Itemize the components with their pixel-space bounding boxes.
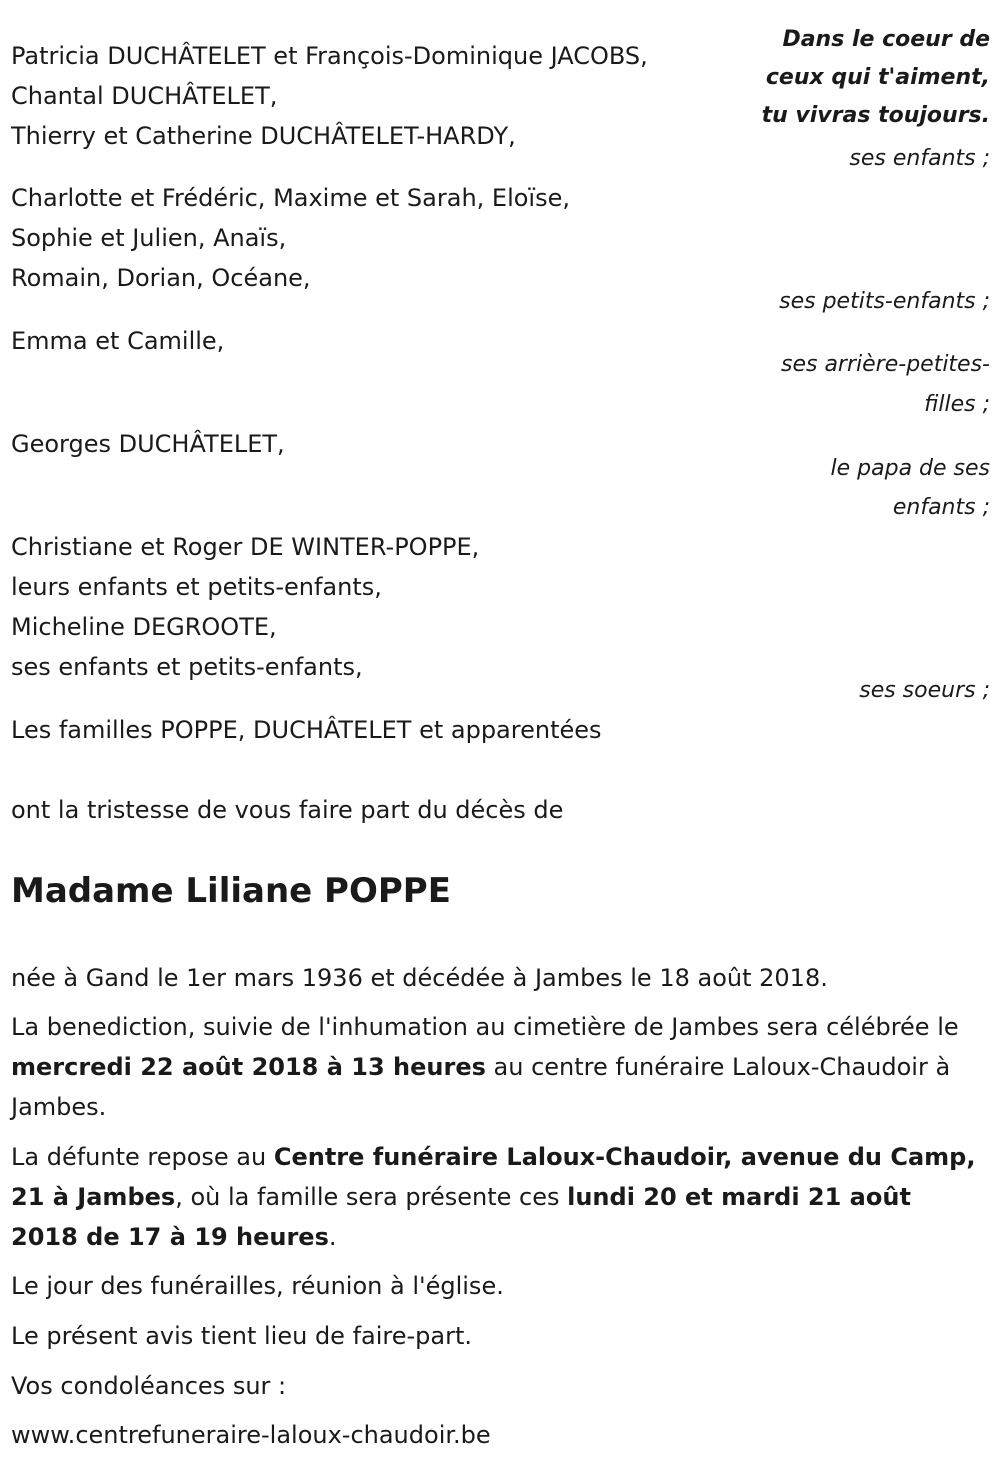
birth-death-text: née à Gand le 1er mars 1936 et décédée à Jambes le 18 août 2018. bbox=[11, 964, 828, 992]
grandchildren-name-1: Charlotte et Frédéric, Maxime et Sarah, Eloïse, bbox=[11, 184, 570, 212]
rest-location: Centre funéraire Laloux-Chaudoir, avenue du Camp, 21 à Jambes bbox=[11, 1143, 976, 1211]
great-grandchildren-role-1: ses arrière-petites- bbox=[781, 352, 990, 377]
gathering-text: Le jour des funérailles, réunion à l'église. bbox=[11, 1272, 504, 1300]
ceremony-datetime: mercredi 22 août 2018 à 13 heures bbox=[11, 1053, 486, 1081]
great-grandchildren-name: Emma et Camille, bbox=[11, 327, 225, 355]
father-name: Georges DUCHÂTELET, bbox=[11, 430, 285, 458]
grandchildren-name-3: Romain, Dorian, Océane, bbox=[11, 264, 311, 292]
children-role: ses enfants ; bbox=[849, 146, 990, 171]
quote-line-2: ceux qui t'aiment, bbox=[765, 65, 990, 90]
ceremony-text-2: au centre funéraire Laloux-Chaudoir à Jambes. bbox=[11, 1053, 951, 1121]
sisters-role: ses soeurs ; bbox=[859, 678, 990, 703]
rest-text-3: . bbox=[328, 1223, 337, 1251]
rest-paragraph bbox=[11, 1137, 981, 1257]
quote-line-3: tu vivras toujours. bbox=[761, 103, 990, 128]
grandchildren-name-2: Sophie et Julien, Anaïs, bbox=[11, 224, 287, 252]
children-name-2: Chantal DUCHÂTELET, bbox=[11, 82, 278, 110]
quote-line-1: Dans le coeur de bbox=[782, 27, 990, 52]
rest-text-2: , où la famille sera présente ces bbox=[175, 1183, 568, 1211]
announcement-text: ont la tristesse de vous faire part du décès de bbox=[11, 796, 564, 824]
rest-visiting-hours: lundi 20 et mardi 21 août 2018 de 17 à 19 heures bbox=[11, 1183, 911, 1251]
condolences-label: Vos condoléances sur : bbox=[11, 1372, 287, 1400]
sisters-name-2: leurs enfants et petits-enfants, bbox=[11, 573, 382, 601]
sisters-name-1: Christiane et Roger DE WINTER-POPPE, bbox=[11, 533, 480, 561]
father-role-1: le papa de ses bbox=[830, 456, 990, 481]
ceremony-text-1: La benediction, suivie de l'inhumation au cimetière de Jambes sera célébrée le bbox=[11, 1013, 959, 1041]
children-name-3: Thierry et Catherine DUCHÂTELET-HARDY, bbox=[11, 122, 516, 150]
rest-text-1: La défunte repose au bbox=[11, 1143, 274, 1171]
ceremony-paragraph bbox=[11, 1007, 981, 1127]
sisters-name-3: Micheline DEGROOTE, bbox=[11, 613, 277, 641]
sisters-name-4: ses enfants et petits-enfants, bbox=[11, 653, 363, 681]
grandchildren-role: ses petits-enfants ; bbox=[779, 289, 990, 314]
great-grandchildren-role-2: filles ; bbox=[924, 392, 990, 417]
deceased-name: Madame Liliane POPPE bbox=[11, 871, 451, 911]
children-name-1: Patricia DUCHÂTELET et François-Dominique JACOBS, bbox=[11, 42, 648, 70]
notice-text: Le présent avis tient lieu de faire-part. bbox=[11, 1322, 473, 1350]
father-role-2: enfants ; bbox=[892, 495, 990, 520]
website-link[interactable]: www.centrefuneraire-laloux-chaudoir.be bbox=[11, 1421, 491, 1449]
families-line: Les familles POPPE, DUCHÂTELET et apparentées bbox=[11, 716, 602, 744]
